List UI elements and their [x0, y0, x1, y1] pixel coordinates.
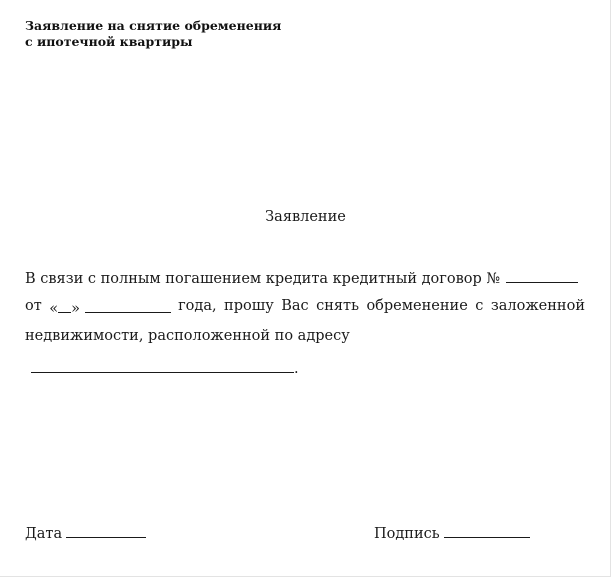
- date-day-field: [49, 298, 170, 317]
- word-proshu: прошу: [224, 298, 274, 314]
- day-blank: [58, 298, 71, 313]
- word-vas: Вас: [281, 298, 309, 314]
- word-snyat: снять: [316, 298, 359, 314]
- address-period: .: [294, 361, 299, 377]
- body-line-3: недвижимости, расположенной по адресу: [25, 328, 350, 344]
- word-s: с: [475, 298, 484, 314]
- word-ot: от: [25, 298, 42, 314]
- document-title: Заявление: [265, 209, 346, 225]
- body-line-2: [25, 298, 585, 317]
- word-goda: года,: [178, 298, 217, 314]
- document-header: [25, 18, 281, 50]
- date-field: [25, 523, 146, 542]
- signature-label: Подпись: [374, 526, 440, 542]
- body-line-1: [25, 268, 585, 287]
- date-label: Дата: [25, 526, 63, 542]
- word-obremenenie: обременение: [366, 298, 468, 314]
- header-line-1: Заявление на снятие обременения: [25, 18, 282, 33]
- signature-field: [374, 523, 530, 542]
- address-blank: [31, 358, 294, 373]
- body-line-1-text: В связи с полным погашением кредита кредитный договор №: [25, 271, 501, 287]
- month-blank: [85, 298, 171, 313]
- signature-blank: [444, 523, 530, 538]
- close-quote: »: [71, 301, 80, 317]
- contract-number-blank: [506, 268, 578, 283]
- date-blank: [66, 523, 146, 538]
- body-line-4: [31, 358, 299, 377]
- word-zalozhennoy: заложенной: [490, 298, 585, 314]
- header-line-2: с ипотечной квартиры: [25, 34, 193, 49]
- open-quote: «: [49, 301, 59, 317]
